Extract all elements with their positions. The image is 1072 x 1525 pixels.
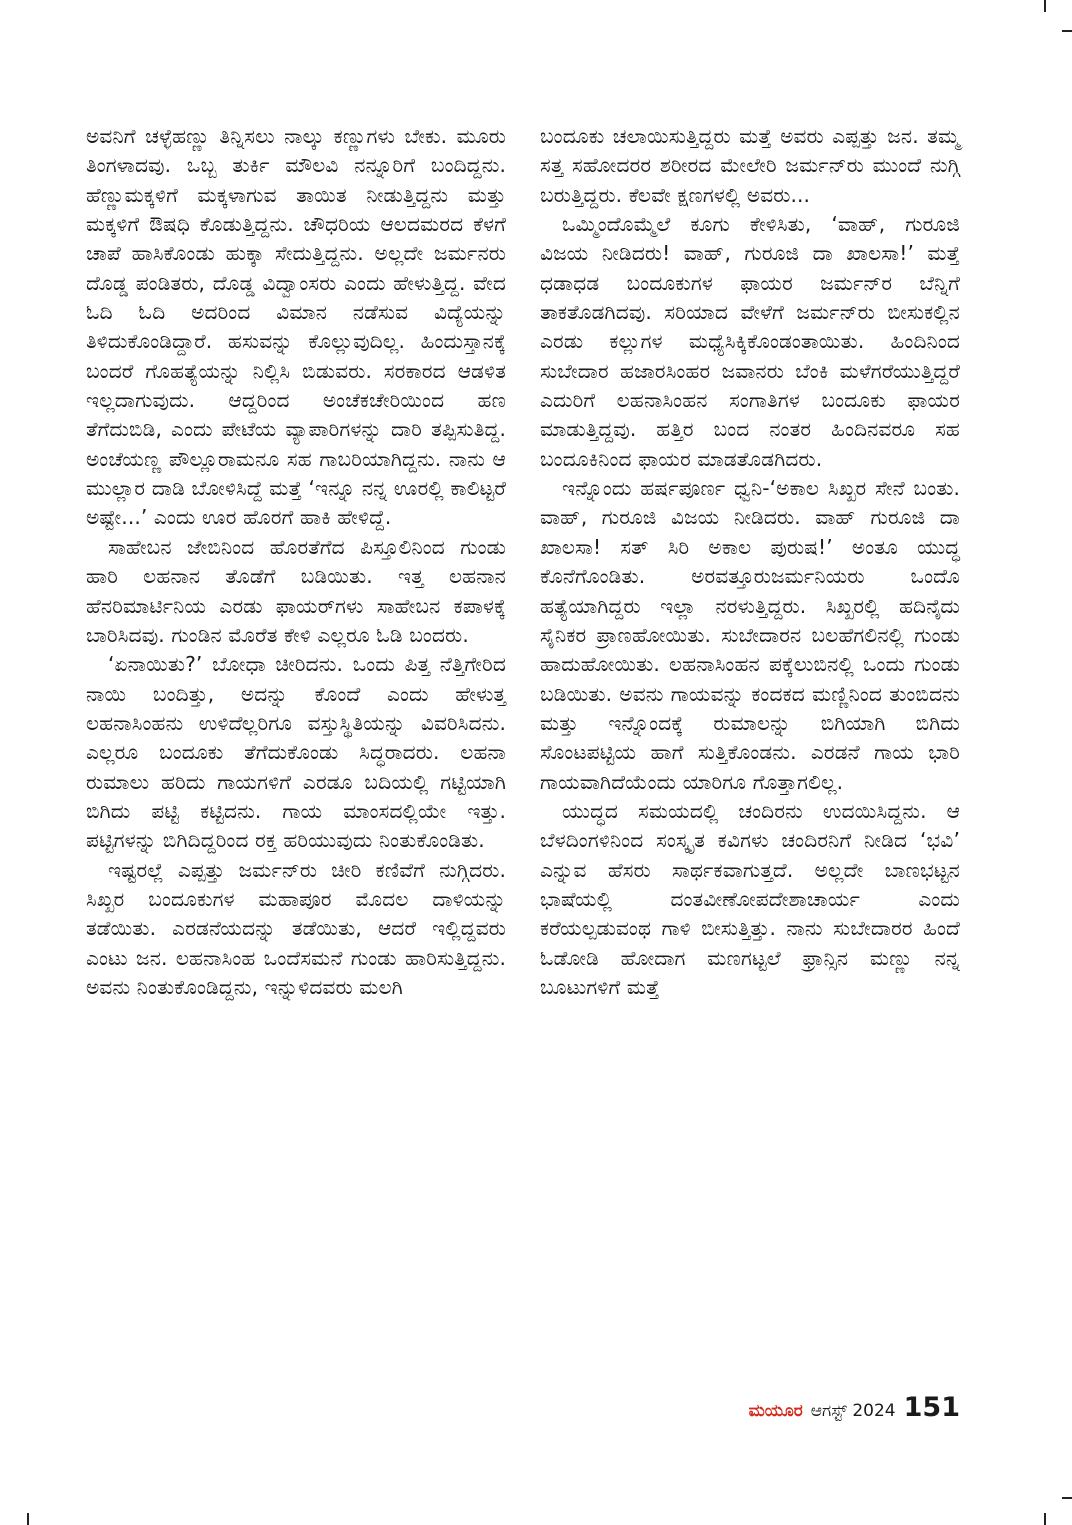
page-number: 151	[903, 1392, 960, 1423]
page-footer	[749, 1392, 960, 1423]
crop-mark	[1062, 30, 1072, 32]
crop-mark	[1062, 1497, 1072, 1499]
crop-mark	[27, 1513, 29, 1525]
paragraph: ‘ಏನಾಯಿತು?’ ಬೋಧಾ ಚೀರಿದನು. ಒಂದು ಪಿತ್ತ ನೆತ್ತಿಗೇರಿದ ನಾಯಿ ಬಂದಿತ್ತು, ಅದನ್ನು ಕೊಂದೆ ಎಂದು ಹೇಳುತ್ತ ಲಹನಾಸಿಂಹನು ಉಳಿದೆಲ್ಲರಿಗೂ ವಸ್ತುಸ್ಥಿತಿಯನ್ನು ವಿವರಿಸಿದನು. ಎಲ್ಲರೂ ಬಂದೂಕು ತೆಗೆದುಕೊಂಡು ಸಿದ್ಧರಾದರು. ಲಹನಾ ರುಮಾಲು ಹರಿದು ಗಾಯಗಳಿಗೆ ಎರಡೂ ಬದಿಯಲ್ಲಿ ಗಟ್ಟಿಯಾಗಿ ಬಿಗಿದು ಪಟ್ಟಿ ಕಟ್ಟಿದನು. ಗಾಯ ಮಾಂಸದಲ್ಲಿಯೇ ಇತ್ತು. ಪಟ್ಟಿಗಳನ್ನು ಬಿಗಿದಿದ್ದರಿಂದ ರಕ್ತ ಹರಿಯುವುದು ನಿಂತುಕೊಂಡಿತು.	[86, 652, 506, 853]
right-column	[540, 122, 960, 1002]
paragraph: ಬಂದೂಕು ಚಲಾಯಿಸುತ್ತಿದ್ದರು ಮತ್ತೆ ಅವರು ಎಪ್ಪತ್ತು ಜನ. ತಮ್ಮ ಸತ್ತ ಸಹೋದರರ ಶರೀರದ ಮೇಲೇರಿ ಜರ್ಮನ್‌ರು ಮುಂದೆ ನುಗ್ಗಿ ಬರುತ್ತಿದ್ದರು. ಕೆಲವೇ ಕ್ಷಣಗಳಲ್ಲಿ ಅವರು...	[540, 124, 960, 207]
paragraph: ಒಮ್ಮಿಂದೊಮ್ಮೆಲೆ ಕೂಗು ಕೇಳಿಸಿತು, ‘ವಾಹ್, ಗುರೂಜಿ ವಿಜಯ ನೀಡಿದರು! ವಾಹ್, ಗುರೂಜಿ ದಾ ಖಾಲಸಾ!’ ಮತ್ತೆ ಧಡಾಧಡ ಬಂದೂಕುಗಳ ಫಾಯರ ಜರ್ಮನ್‌ರ ಬೆನ್ನಿಗೆ ತಾಕತೊಡಗಿದವು. ಸರಿಯಾದ ವೇಳೆಗೆ ಜರ್ಮನ್‌ರು ಬೀಸುಕಲ್ಲಿನ ಎರಡು ಕಲ್ಲುಗಳ ಮಧ್ಯೆಸಿಕ್ಕಿಕೊಂಡಂತಾಯಿತು. ಹಿಂದಿನಿಂದ ಸುಬೇದಾರ ಹಜಾರಸಿಂಹರ ಜವಾನರು ಬೆಂಕಿ ಮಳೆಗರೆಯುತ್ತಿದ್ದರೆ ಎದುರಿಗೆ ಲಹನಾಸಿಂಹನ ಸಂಗಾತಿಗಳ ಬಂದೂಕು ಫಾಯರ ಮಾಡುತ್ತಿದ್ದವು. ಹತ್ತಿರ ಬಂದ ನಂತರ ಹಿಂದಿನವರೂ ಸಹ ಬಂದೂಕಿನಿಂದ ಫಾಯರ ಮಾಡತೊಡಗಿದರು.	[540, 212, 960, 471]
paragraph: ಅವನಿಗೆ ಚಳ್ಳೆಹಣ್ಣು ತಿನ್ನಿಸಲು ನಾಲ್ಕು ಕಣ್ಣುಗಳು ಬೇಕು. ಮೂರು ತಿಂಗಳಾದವು. ಒಬ್ಬ ತುರ್ಕಿ ಮೌಲವಿ ನನ್ನೂರಿಗೆ ಬಂದಿದ್ದನು. ಹೆಣ್ಣುಮಕ್ಕಳಿಗೆ ಮಕ್ಕಳಾಗುವ ತಾಯಿತ ನೀಡುತ್ತಿದ್ದನು ಮತ್ತು ಮಕ್ಕಳಿಗೆ ಔಷಧಿ ಕೊಡುತ್ತಿದ್ದನು. ಚೌಧರಿಯ ಆಲದಮರದ ಕೆಳಗೆ ಚಾಪೆ ಹಾಸಿಕೊಂಡು ಹುಕ್ಕಾ ಸೇದುತ್ತಿದ್ದನು. ಅಲ್ಲದೇ ಜರ್ಮನರು ದೊಡ್ಡ ಪಂಡಿತರು, ದೊಡ್ಡ ವಿದ್ವಾಂಸರು ಎಂದು ಹೇಳುತ್ತಿದ್ದ. ವೇದ ಓದಿ ಓದಿ ಅದರಿಂದ ವಿಮಾನ ನಡೆಸುವ ವಿದ್ಯೆಯನ್ನು ತಿಳಿದುಕೊಂಡಿದ್ದಾರೆ. ಹಸುವನ್ನು ಕೊಲ್ಲುವುದಿಲ್ಲ. ಹಿಂದುಸ್ತಾನಕ್ಕೆ ಬಂದರೆ ಗೊಹತ್ಯೆಯನ್ನು ನಿಲ್ಲಿಸಿ ಬಿಡುವರು. ಸರಕಾರದ ಆಡಳಿತ ಇಲ್ಲದಾಗುವುದು. ಆದ್ದರಿಂದ ಅಂಚೆಕಚೇರಿಯಿಂದ ಹಣ ತೆಗೆದುಬಿಡಿ, ಎಂದು ಪೇಟೆಯ ವ್ಯಾಪಾರಿಗಳನ್ನು ದಾರಿ ತಪ್ಪಿಸುತಿದ್ದ. ಅಂಚೆಯಣ್ಣ ಪೌಲ್ಲೂರಾಮನೂ ಸಹ ಗಾಬರಿಯಾಗಿದ್ದನು. ನಾನು ಆ ಮುಲ್ಲಾರ ದಾಡಿ ಬೋಳಿಸಿದ್ದೆ ಮತ್ತೆ ‘ಇನ್ನೂ ನನ್ನ ಊರಲ್ಲಿ ಕಾಲಿಟ್ಟರೆ ಅಷ್ಟೇ...’ ಎಂದು ಊರ ಹೊರಗೆ ಹಾಕಿ ಹೇಳಿದ್ದೆ.	[86, 124, 506, 530]
paragraph: ಯುದ್ಧದ ಸಮಯದಲ್ಲಿ ಚಂದಿರನು ಉದಯಿಸಿದ್ದನು. ಆ ಬೆಳದಿಂಗಳಿನಿಂದ ಸಂಸ್ಕೃತ ಕವಿಗಳು ಚಂದಿರನಿಗೆ ನೀಡಿದ ‘ಭವಿ’ ಎನ್ನುವ ಹೆಸರು ಸಾರ್ಥಕವಾಗುತ್ತದೆ. ಅಲ್ಲದೇ ಬಾಣಭಟ್ಟನ ಭಾಷೆಯಲ್ಲಿ ದಂತವೀಣೋಪದೇಶಾಚಾರ್ಯ ಎಂದು ಕರೆಯಲ್ಪಡುವಂಥ ಗಾಳಿ ಬೀಸುತ್ತಿತ್ತು. ನಾನು ಸುಬೇದಾರರ ಹಿಂದೆ ಓಡೋಡಿ ಹೋದಾಗ ಮಣಗಟ್ಟಲೆ ಫ್ರಾನ್ಸಿನ ಮಣ್ಣು ನನ್ನ ಬೂಟುಗಳಿಗೆ ಮತ್ತೆ	[540, 798, 960, 999]
paragraph: ಇಷ್ಟರಲ್ಲೆ ಎಪ್ಪತ್ತು ಜರ್ಮನ್‌ರು ಚೀರಿ ಕಣಿವೆಗೆ ನುಗ್ಗಿದರು. ಸಿಖ್ಖರ ಬಂದೂಕುಗಳ ಮಹಾಪೂರ ಮೊದಲ ದಾಳಿಯನ್ನು ತಡೆಯಿತು. ಎರಡನೆಯದನ್ನು ತಡೆಯಿತು, ಆದರೆ ಇಲ್ಲಿದ್ದವರು ಎಂಟು ಜನ. ಲಹನಾಸಿಂಹ ಒಂದೆಸಮನೆ ಗುಂಡು ಹಾರಿಸುತ್ತಿದ್ದನು. ಅವನು ನಿಂತುಕೊಂಡಿದ್ದನು, ಇನ್ನುಳಿದವರು ಮಲಗಿ	[86, 857, 506, 999]
left-column	[86, 122, 506, 1002]
paragraph: ಇನ್ನೊಂದು ಹರ್ಷಪೂರ್ಣ ಧ್ವನಿ-‘ಅಕಾಲ ಸಿಖ್ಖರ ಸೇನೆ ಬಂತು. ವಾಹ್, ಗುರೂಜಿ ವಿಜಯ ನೀಡಿದರು. ವಾಹ್ ಗುರೂಜಿ ದಾ ಖಾಲಸಾ! ಸತ್ ಸಿರಿ ಅಕಾಲ ಪುರುಷ!’ ಅಂತೂ ಯುದ್ಧ ಕೊನೆಗೊಂಡಿತು. ಅರವತ್ತೂರುಜರ್ಮನಿಯರು ಒಂದೊ ಹತ್ಯೆಯಾಗಿದ್ದರು ಇಲ್ಲಾ ನರಳುತ್ತಿದ್ದರು. ಸಿಖ್ಖರಲ್ಲಿ ಹದಿನೈದು ಸೈನಿಕರ ಪ್ರಾಣಹೋಯಿತು. ಸುಬೇದಾರನ ಬಲಹೆಗಲಿನಲ್ಲಿ ಗುಂಡು ಹಾದುಹೋಯಿತು. ಲಹನಾಸಿಂಹನ ಪಕ್ಕೆಲುಬಿನಲ್ಲಿ ಒಂದು ಗುಂಡು ಬಡಿಯಿತು. ಅವನು ಗಾಯವನ್ನು ಕಂದಕದ ಮಣ್ಣಿನಿಂದ ತುಂಬಿದನು ಮತ್ತು ಇನ್ನೊಂದಕ್ಕೆ ರುಮಾಲನ್ನು ಬಿಗಿಯಾಗಿ ಬಿಗಿದು ಸೊಂಟಪಟ್ಟಿಯ ಹಾಗೆ ಸುತ್ತಿಕೊಂಡನು. ಎರಡನೆ ಗಾಯ ಭಾರಿ ಗಾಯವಾಗಿದೆಯೆಂದು ಯಾರಿಗೂ ಗೊತ್ತಾಗಲಿಲ್ಲ.	[540, 476, 960, 794]
paragraph: ಸಾಹೇಬನ ಜೇಬಿನಿಂದ ಹೊರತೆಗೆದ ಪಿಸ್ತೂಲಿನಿಂದ ಗುಂಡು ಹಾರಿ ಲಹನಾನ ತೊಡೆಗೆ ಬಡಿಯಿತು. ಇತ್ತ ಲಹನಾನ ಹೆನರಿಮಾರ್ಟಿನಿಯ ಎರಡು ಫಾಯರ್‌ಗಳು ಸಾಹೇಬನ ಕಪಾಳಕ್ಕೆ ಬಾರಿಸಿದವು. ಗುಂಡಿನ ಮೊರೆತ ಕೇಳಿ ಎಲ್ಲರೂ ಓಡಿ ಬಂದರು.	[86, 534, 506, 647]
issue-date: ಆಗಸ್ಟ್ 2024	[810, 1401, 896, 1421]
crop-mark	[1044, 1513, 1046, 1525]
magazine-logo: ಮಯೂರ	[748, 1401, 803, 1421]
crop-mark	[1044, 0, 1046, 12]
